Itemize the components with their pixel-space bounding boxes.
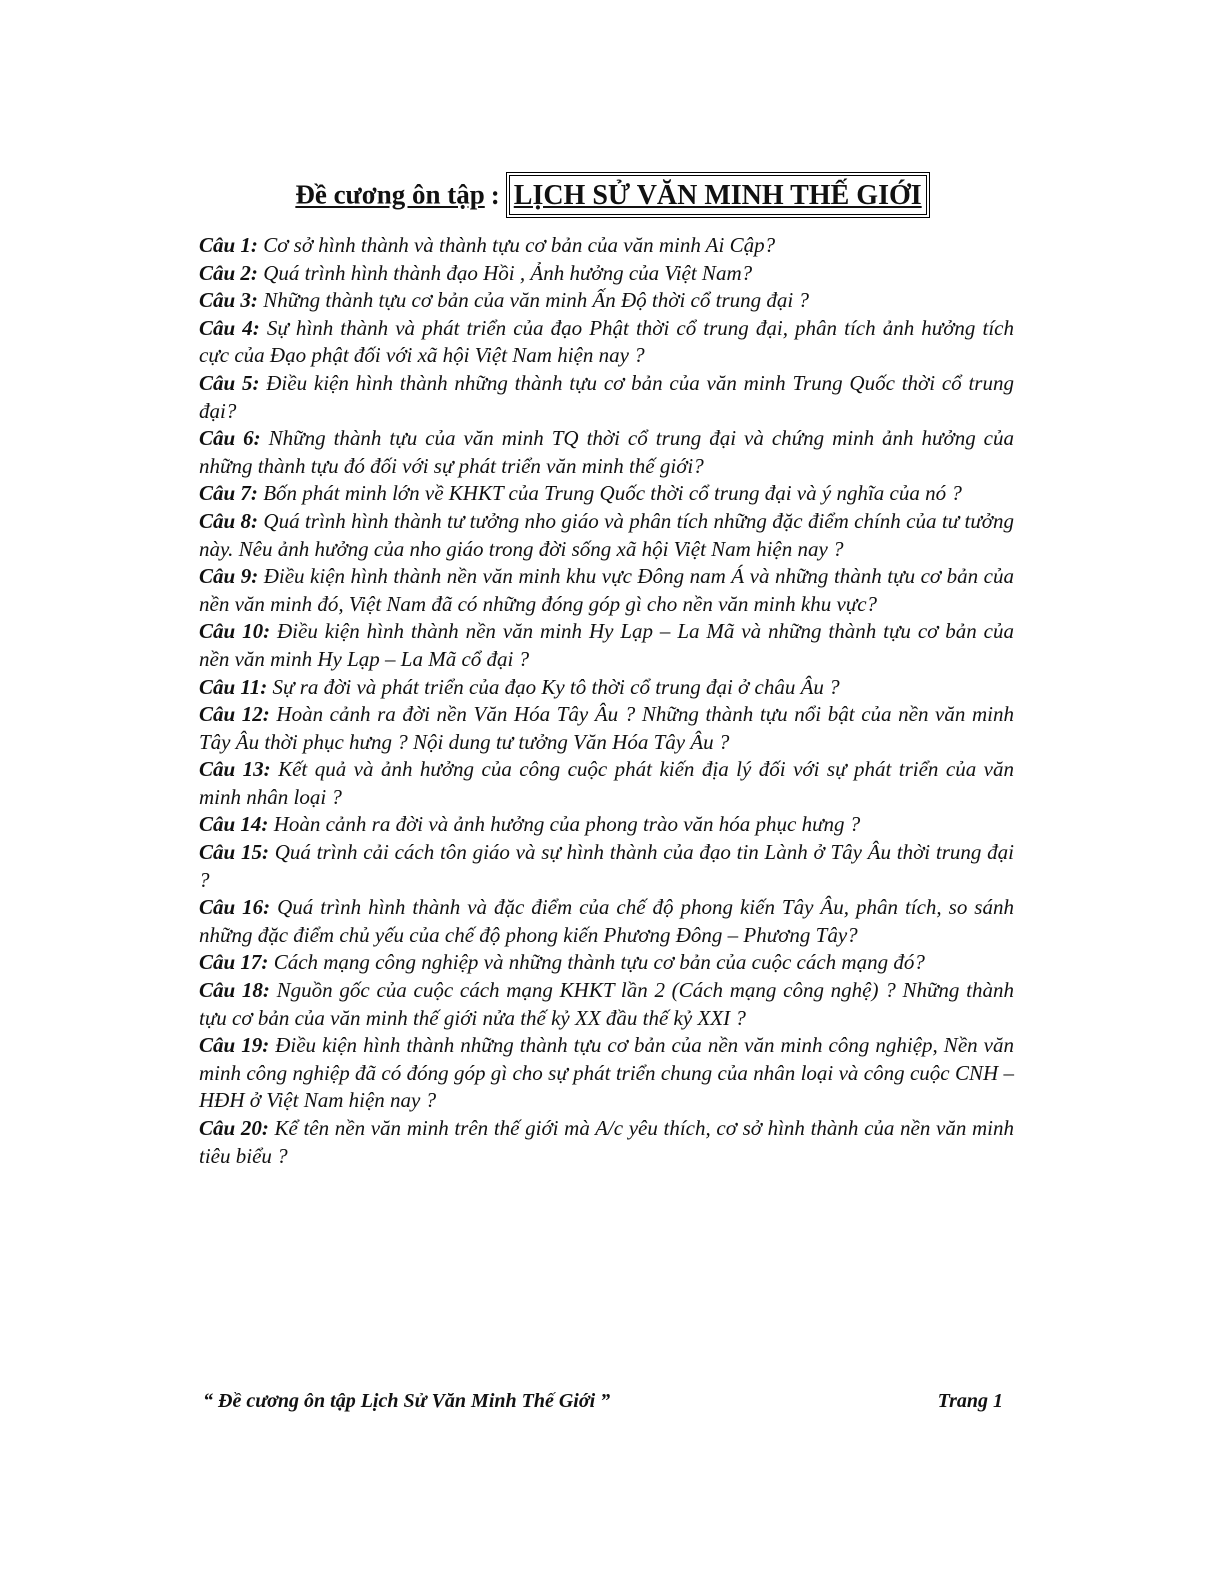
question-number: Câu 8: xyxy=(199,508,259,533)
question-number: Câu 5: xyxy=(199,370,260,395)
question-item xyxy=(199,508,1014,563)
question-text: Kết quả và ảnh hưởng của công cuộc phát kiến địa lý đối với sự phát triển của văn minh nhân loại ? xyxy=(199,757,1014,809)
question-number: Câu 3: xyxy=(199,288,258,313)
question-number: Câu 10: xyxy=(199,619,271,644)
question-item xyxy=(199,1115,1014,1170)
question-item xyxy=(199,674,1014,702)
question-item xyxy=(199,618,1014,673)
question-text: Sự hình thành và phát triển của đạo Phật thời cổ trung đại, phân tích ảnh hưởng tích cực của Đạo phật đối với xã hội Việt Nam hiện nay ? xyxy=(199,315,1014,368)
question-item xyxy=(199,977,1014,1032)
question-number: Câu 20: xyxy=(199,1116,269,1140)
question-number: Câu 7: xyxy=(199,481,258,506)
question-number: Câu 15: xyxy=(199,840,269,865)
header-colon: : xyxy=(490,179,500,210)
question-item xyxy=(199,949,1014,977)
question-item xyxy=(199,232,1014,260)
question-item xyxy=(199,287,1014,315)
question-number: Câu 4: xyxy=(199,315,260,340)
question-text: Điều kiện hình thành những thành tựu cơ bản của văn minh Trung Quốc thời cổ trung đại? xyxy=(199,370,1014,423)
question-number: Câu 18: xyxy=(199,978,270,1003)
question-item xyxy=(199,811,1014,839)
question-item xyxy=(199,839,1014,894)
question-text: Sự ra đời và phát triển của đạo Ky tô thời cổ trung đại ở châu Âu ? xyxy=(267,674,840,699)
question-text: Những thành tựu cơ bản của văn minh Ấn Độ thời cổ trung đại ? xyxy=(257,288,809,313)
question-item xyxy=(199,701,1014,756)
question-item xyxy=(199,370,1014,425)
question-number: Câu 17: xyxy=(199,950,269,975)
question-text: Hoàn cảnh ra đời và ảnh hưởng của phong trào văn hóa phục hưng ? xyxy=(268,812,861,837)
question-number: Câu 14: xyxy=(199,812,269,837)
question-text: Cơ sở hình thành và thành tựu cơ bản của văn minh Ai Cập? xyxy=(257,233,776,257)
question-item xyxy=(199,315,1014,370)
question-text: Điều kiện hình thành nền văn minh khu vực Đông nam Á và những thành tựu cơ bản của nền văn minh đó, Việt Nam đã có những đóng góp gì cho nền văn minh khu vực? xyxy=(199,564,1014,616)
question-number: Câu 9: xyxy=(199,564,259,589)
question-number: Câu 2: xyxy=(199,260,258,285)
question-item xyxy=(199,425,1014,480)
question-item xyxy=(199,894,1014,949)
question-number: Câu 1: xyxy=(199,233,258,257)
question-number: Câu 13: xyxy=(199,757,271,782)
question-text: Quá trình hình thành và đặc điểm của chế độ phong kiến Tây Âu, phân tích, so sánh những đặc điểm chủ yếu của chế độ phong kiến Phương Đông – Phương Tây? xyxy=(199,895,1014,947)
question-text: Quá trình hình thành tư tưởng nho giáo và phân tích những đặc điểm chính của tư tưởng này. Nêu ảnh hưởng của nho giáo trong đời sống xã hội Việt Nam hiện nay ? xyxy=(199,508,1014,561)
question-text: Hoàn cảnh ra đời nền Văn Hóa Tây Âu ? Những thành tựu nổi bật của nền văn minh Tây Âu thời phục hưng ? Nội dung tư tưởng Văn Hóa Tây Âu ? xyxy=(199,702,1014,754)
question-text: Cách mạng công nghiệp và những thành tựu cơ bản của cuộc cách mạng đó? xyxy=(268,950,925,975)
question-text: Điều kiện hình thành nền văn minh Hy Lạp – La Mã và những thành tựu cơ bản của nền văn minh Hy Lạp – La Mã cổ đại ? xyxy=(199,619,1014,671)
question-number: Câu 16: xyxy=(199,895,271,920)
question-number: Câu 6: xyxy=(199,426,261,451)
question-item xyxy=(199,1032,1014,1115)
question-text: Quá trình cải cách tôn giáo và sự hình thành của đạo tin Lành ở Tây Âu thời trung đại ? xyxy=(199,840,1014,892)
question-text: Những thành tựu của văn minh TQ thời cổ trung đại và chứng minh ảnh hưởng của những thành tựu đó đối với sự phát triển văn minh thế giới? xyxy=(199,426,1015,478)
question-text: Quá trình hình thành đạo Hồi , Ảnh hưởng của Việt Nam? xyxy=(257,260,753,285)
question-text: Nguồn gốc của cuộc cách mạng KHKT lần 2 (Cách mạng công nghệ) ? Những thành tựu cơ bản của văn minh thế giới nửa thế kỷ XX đầu thế kỷ XXI ? xyxy=(199,978,1014,1030)
document-header xyxy=(0,172,1225,218)
question-text: Kể tên nền văn minh trên thế giới mà A/c yêu thích, cơ sở hình thành của nền văn minh tiêu biểu ? xyxy=(199,1116,1014,1168)
question-number: Câu 11: xyxy=(199,674,268,699)
question-item xyxy=(199,563,1014,618)
question-item xyxy=(199,756,1014,811)
question-list xyxy=(199,232,1014,1170)
question-item xyxy=(199,480,1014,508)
footer-title: “ Đề cương ôn tập Lịch Sử Văn Minh Thế Giới ” xyxy=(203,1390,611,1412)
document-title-box: LỊCH SỬ VĂN MINH THẾ GIỚI xyxy=(506,172,930,218)
question-text: Điều kiện hình thành những thành tựu cơ bản của nền văn minh công nghiệp, Nền văn minh công nghiệp đã có đóng góp gì cho sự phát triển chung của nhân loại và công cuộc CNH – HĐH ở Việt Nam hiện nay ? xyxy=(199,1033,1014,1113)
header-label: Đề cương ôn tập xyxy=(295,179,485,210)
question-number: Câu 12: xyxy=(199,702,270,727)
question-number: Câu 19: xyxy=(199,1033,270,1058)
question-item xyxy=(199,260,1014,288)
page-number: Trang 1 xyxy=(937,1390,1003,1412)
question-text: Bốn phát minh lớn về KHKT của Trung Quốc thời cổ trung đại và ý nghĩa của nó ? xyxy=(257,481,962,506)
